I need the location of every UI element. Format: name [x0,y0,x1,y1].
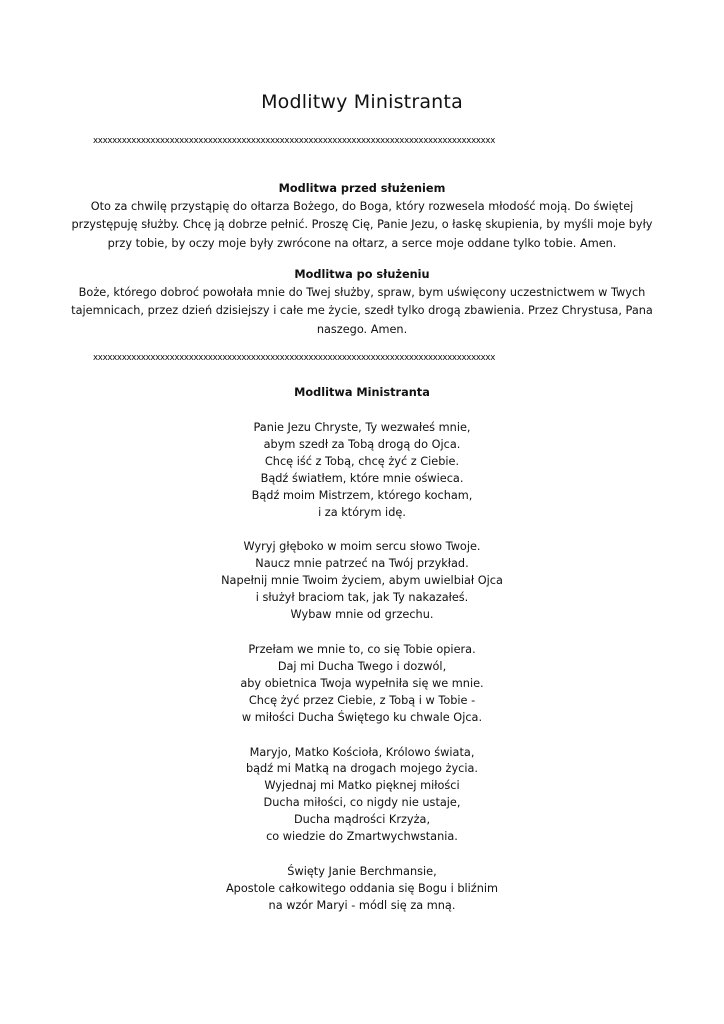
prayer-before-heading: Modlitwa przed służeniem [278,182,446,195]
prayer-line: Apostole całkowitego oddania się Bogu i bliźnim [225,881,499,895]
prayer-line: Ducha miłości, co nigdy nie ustaje, [263,796,461,810]
separator-line: xxxxxxxxxxxxxxxxxxxxxxxxxxxxxxxxxxxxxxxxxxxxxxxxxxxxxxxxxxxxxxxxxxxxxxxxxxxxxxxxxxxx [93,353,496,363]
prayer-line: aby obietnica Twoja wypełniła się we mnie. [240,676,484,690]
prayer-before-section [70,180,654,253]
prayer-line: i służył braciom tak, jak Ty nakazałeś. [255,591,469,605]
prayer-line: abym szedł za Tobą drogą do Ojca. [263,437,461,451]
prayer-line: na wzór Maryi - módl się za mną. [268,898,456,912]
altar-server-prayer [120,384,604,933]
prayer-line: Panie Jezu Chryste, Ty wezwałeś mnie, [253,421,471,434]
prayer-stanza [120,864,604,915]
prayer-line: co wiedzie do Zmartwychwstania. [266,830,458,844]
separator-line: xxxxxxxxxxxxxxxxxxxxxxxxxxxxxxxxxxxxxxxxxxxxxxxxxxxxxxxxxxxxxxxxxxxxxxxxxxxxxxxxxxxx [93,136,496,146]
prayer-line: w miłości Ducha Świętego ku chwale Ojca. [241,710,483,724]
prayer-line: Bądź moim Mistrzem, którego kocham, [251,488,473,502]
prayer-line: Wyjednaj mi Matko pięknej miłości [264,779,460,793]
prayer-line: Wyryj głęboko w moim sercu słowo Twoje. [243,540,481,554]
prayer-after-heading: Modlitwa po służeniu [294,268,430,281]
prayer-line: Przełam we mnie to, co się Tobie opiera. [248,642,476,656]
prayer-stanza [120,642,604,727]
prayer-line: Bądź światłem, które mnie oświeca. [260,471,464,485]
prayer-line: Napełnij mnie Twoim życiem, abym uwielbiał Ojca [221,574,503,588]
prayer-line: Chcę żyć przez Ciebie, z Tobą i w Tobie - [248,693,476,707]
prayer-stanza [120,745,604,846]
prayer-line: bądź mi Matką na drogach mojego życia. [245,762,479,776]
prayer-line: i za którym idę. [318,505,406,519]
prayer-stanza [120,420,604,521]
prayer-line: Ducha mądrości Krzyża, [293,813,431,827]
document-title: Modlitwy Ministranta [261,91,463,113]
prayer-line: Maryjo, Matko Kościoła, Królowo świata, [249,745,475,759]
prayer-line: Daj mi Ducha Twego i dozwól, [277,659,447,673]
prayer-stanza [120,539,604,624]
altar-server-prayer-heading: Modlitwa Ministranta [294,386,430,399]
prayer-after-section [70,266,654,339]
prayer-line: Wybaw mnie od grzechu. [290,608,434,622]
prayer-after-text: Boże, którego dobroć powołała mnie do Twej służby, spraw, bym uświęcony uczestnictwem w Twych tajemnicach, przez dzień dzisiejszy i całe me życie, szedł tylko drogą zbawienia. Przez Chrystusa, Pana naszego. Amen. [71,286,653,336]
prayer-line: Święty Janie Berchmansie, [287,864,437,878]
prayer-before-text: Oto za chwilę przystąpię do ołtarza Bożego, do Boga, który rozwesela młodość moją. Do świętej przystępuję służby. Chcę ją dobrze pełnić. Proszę Cię, Panie Jezu, o łaskę skupienia, by myśli moje były przy tobie, by oczy moje były zwrócone na ołtarz, a serce moje oddane tylko tobie. Amen. [71,200,653,250]
prayer-line: Naucz mnie patrzeć na Twój przykład. [255,557,469,571]
prayer-line: Chcę iść z Tobą, chcę żyć z Ciebie. [264,454,460,468]
